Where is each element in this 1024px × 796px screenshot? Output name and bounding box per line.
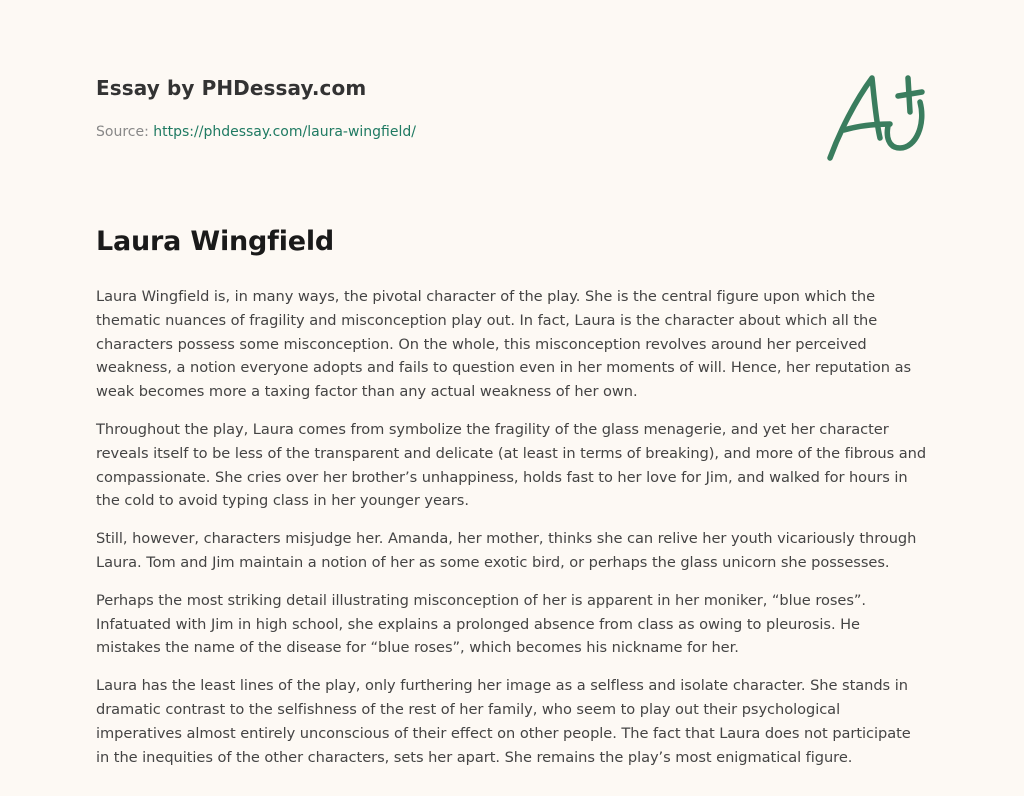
- essay-paragraph: Laura Wingfield is, in many ways, the pivotal character of the play. She is the central figure upon which the thematic nuances of fragility and misconception play out. In fact, Laura is the character about which all the characters possess some misconception. On the whole, this misconception revolves around her perceived weakness, a notion everyone adopts and fails to question even in her moments of will. Hence, her reputation as weak becomes more a taxing factor than any actual weakness of her own.: [96, 288, 912, 401]
- site-title: Essay by PHDessay.com: [96, 76, 367, 100]
- essay-paragraph: Perhaps the most striking detail illustrating misconception of her is apparent in her moniker, “blue roses”. Infatuated with Jim in high school, she explains a prolonged absence from class as owing to pleurosis. He mistakes the name of the disease for “blue roses”, which becomes his nickname for her.: [96, 591, 866, 657]
- essay-body: [96, 285, 928, 783]
- source-label: Source:: [96, 124, 149, 140]
- essay-paragraph: Laura has the least lines of the play, only furthering her image as a selfless and isolate character. She stands in dramatic contrast to the selfishness of the rest of her family, who seem to play out their psychological imperatives almost entirely unconscious of their effect on other people. The fact that Laura does not participate in the inequities of the other characters, sets her apart. She remains the play’s most enigmatical figure.: [96, 677, 911, 766]
- essay-paragraph: Throughout the play, Laura comes from symbolize the fragility of the glass menagerie, and yet her character reveals itself to be less of the transparent and delicate (at least in terms of breaking), and more of the fibrous and compassionate. She cries over her brother’s unhappiness, holds fast to her love for Jim, and walked for hours in the cold to avoid typing class in her younger years.: [96, 420, 927, 510]
- essay-title: Laura Wingfield: [96, 226, 335, 257]
- site-header: [96, 76, 796, 140]
- a-plus-grade-icon: [820, 66, 930, 166]
- essay-paragraph: Still, however, characters misjudge her. Amanda, her mother, thinks she can relive her youth vicariously through Laura. Tom and Jim maintain a notion of her as some exotic bird, or perhaps the glass unicorn she possesses.: [96, 530, 917, 571]
- source-link[interactable]: https://phdessay.com/laura-wingfield/: [153, 124, 416, 140]
- source-line: [96, 124, 796, 140]
